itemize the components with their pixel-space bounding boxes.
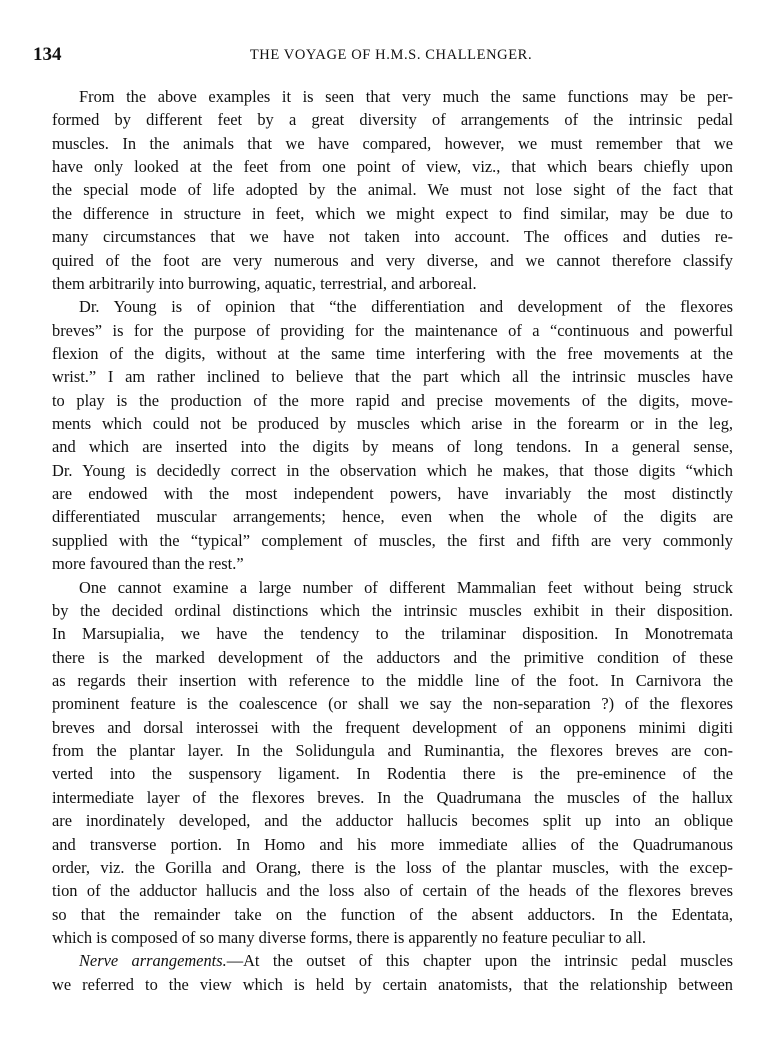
line-text: and transverse portion. In Homo and his more immediate allies of the Quadrumanous <box>52 834 733 854</box>
text-line <box>52 85 733 108</box>
line-text: breves” is for the purpose of providing for the maintenance of a “continuous and powerful <box>52 320 733 340</box>
paragraph <box>52 949 733 996</box>
text-line <box>52 435 733 458</box>
text-line <box>52 622 733 645</box>
text-line <box>52 202 733 225</box>
line-text: formed by different feet by a great diversity of arrangements of the intrinsic pedal <box>52 110 733 130</box>
line-text: are endowed with the most independent powers, have invariably the most distinctly <box>52 484 733 504</box>
text-line <box>52 225 733 248</box>
line-text: and which are inserted into the digits by means of long tendons. In a general sense, <box>52 437 733 457</box>
line-text: the special mode of life adopted by the animal. We must not lose sight of the fact that <box>52 180 733 200</box>
page-number: 134 <box>33 44 62 65</box>
line-text: as regards their insertion with reference to the middle line of the foot. In Carnivora the <box>52 670 733 690</box>
line-text: so that the remainder take on the function of the absent adductors. In the Edentata, <box>52 904 733 924</box>
text-line <box>52 132 733 155</box>
text-line <box>52 272 733 295</box>
text-line <box>52 599 733 622</box>
line-text: Dr. Young is decidedly correct in the observation which he makes, that those digits “which <box>52 460 733 480</box>
line-text: intermediate layer of the flexores breves. In the Quadrumana the muscles of the hallux <box>52 787 733 807</box>
line-text: —At the outset of this chapter upon the intrinsic pedal muscles <box>226 951 733 971</box>
line-text: order, viz. the Gorilla and Orang, there is the loss of the plantar muscles, with the excep- <box>52 857 733 877</box>
line-text: many circumstances that we have not taken into account. The offices and duties re- <box>52 227 733 247</box>
line-text: One cannot examine a large number of different Mammalian feet without being struck <box>79 577 733 597</box>
text-line <box>52 833 733 856</box>
text-line <box>52 716 733 739</box>
line-text: have only looked at the feet from one point of view, viz., that which bears chiefly upon <box>52 157 733 177</box>
line-text: the difference in structure in feet, which we might expect to find similar, may be due to <box>52 203 733 223</box>
line-text: are inordinately developed, and the adductor hallucis becomes split up into an oblique <box>52 811 733 831</box>
text-line <box>52 319 733 342</box>
text-line <box>52 973 733 996</box>
italic-run-in-heading: Nerve arrangements. <box>79 951 227 971</box>
text-line <box>52 552 733 575</box>
text-line <box>52 249 733 272</box>
text-line <box>52 505 733 528</box>
text-line <box>52 342 733 365</box>
line-text: them arbitrarily into burrowing, aquatic, terrestrial, and arboreal. <box>52 273 477 293</box>
text-line <box>52 155 733 178</box>
running-head-title: THE VOYAGE OF H.M.S. CHALLENGER. <box>249 47 533 63</box>
text-line <box>52 529 733 552</box>
body-text <box>52 85 733 996</box>
paragraph <box>52 85 733 295</box>
text-line <box>52 646 733 669</box>
text-line <box>52 856 733 879</box>
line-text: ments which could not be produced by muscles which arise in the forearm or in the leg, <box>52 414 733 434</box>
line-text: wrist.” I am rather inclined to believe that the part which all the intrinsic muscles have <box>52 367 733 387</box>
text-line <box>52 903 733 926</box>
line-text: prominent feature is the coalescence (or shall we say the non-separation ?) of the flexores <box>52 694 733 714</box>
line-text: from the plantar layer. In the Solidungula and Ruminantia, the flexores breves are con- <box>52 741 733 761</box>
paragraph <box>52 295 733 575</box>
line-text: From the above examples it is seen that very much the same functions may be per- <box>79 87 733 106</box>
text-line <box>52 786 733 809</box>
line-text: In Marsupialia, we have the tendency to the trilaminar disposition. In Monotremata <box>52 624 733 644</box>
text-line <box>52 576 733 599</box>
paragraph <box>52 576 733 950</box>
text-line <box>52 879 733 902</box>
line-text: supplied with the “typical” complement of muscles, the first and fifth are very commonly <box>52 530 733 550</box>
line-text: to play is the production of the more rapid and precise movements of the digits, move- <box>52 390 733 410</box>
text-line <box>52 412 733 435</box>
line-text: breves and dorsal interossei with the frequent development of an opponens minimi digiti <box>52 717 733 737</box>
text-line <box>52 459 733 482</box>
line-text: there is the marked development of the adductors and the primitive condition of these <box>52 647 733 667</box>
text-line <box>52 482 733 505</box>
text-line <box>52 178 733 201</box>
line-text: differentiated muscular arrangements; hence, even when the whole of the digits are <box>52 507 733 527</box>
text-line <box>52 949 733 972</box>
text-line <box>52 669 733 692</box>
line-text: which is composed of so many diverse forms, there is apparently no feature peculiar to all. <box>52 927 646 947</box>
text-line <box>52 365 733 388</box>
line-text: muscles. In the animals that we have compared, however, we must remember that we <box>52 133 733 153</box>
text-line <box>52 295 733 318</box>
line-text: Dr. Young is of opinion that “the differentiation and development of the flexores <box>79 297 733 317</box>
line-text: verted into the suspensory ligament. In Rodentia there is the pre-eminence of the <box>52 764 733 784</box>
line-text: flexion of the digits, without at the same time interfering with the free movements at the <box>52 343 733 363</box>
text-line <box>52 739 733 762</box>
line-text: tion of the adductor hallucis and the loss also of certain of the heads of the flexores breves <box>52 881 733 901</box>
line-text: we referred to the view which is held by certain anatomists, that the relationship between <box>52 974 733 994</box>
text-line <box>52 762 733 785</box>
line-text: quired of the foot are very numerous and very diverse, and we cannot therefore classify <box>52 250 733 270</box>
text-line <box>52 692 733 715</box>
text-line <box>52 926 733 949</box>
line-text: more favoured than the rest.” <box>52 554 244 574</box>
text-line <box>52 389 733 412</box>
text-line <box>52 809 733 832</box>
text-line <box>52 108 733 131</box>
line-text: by the decided ordinal distinctions which the intrinsic muscles exhibit in their disposition. <box>52 600 733 620</box>
